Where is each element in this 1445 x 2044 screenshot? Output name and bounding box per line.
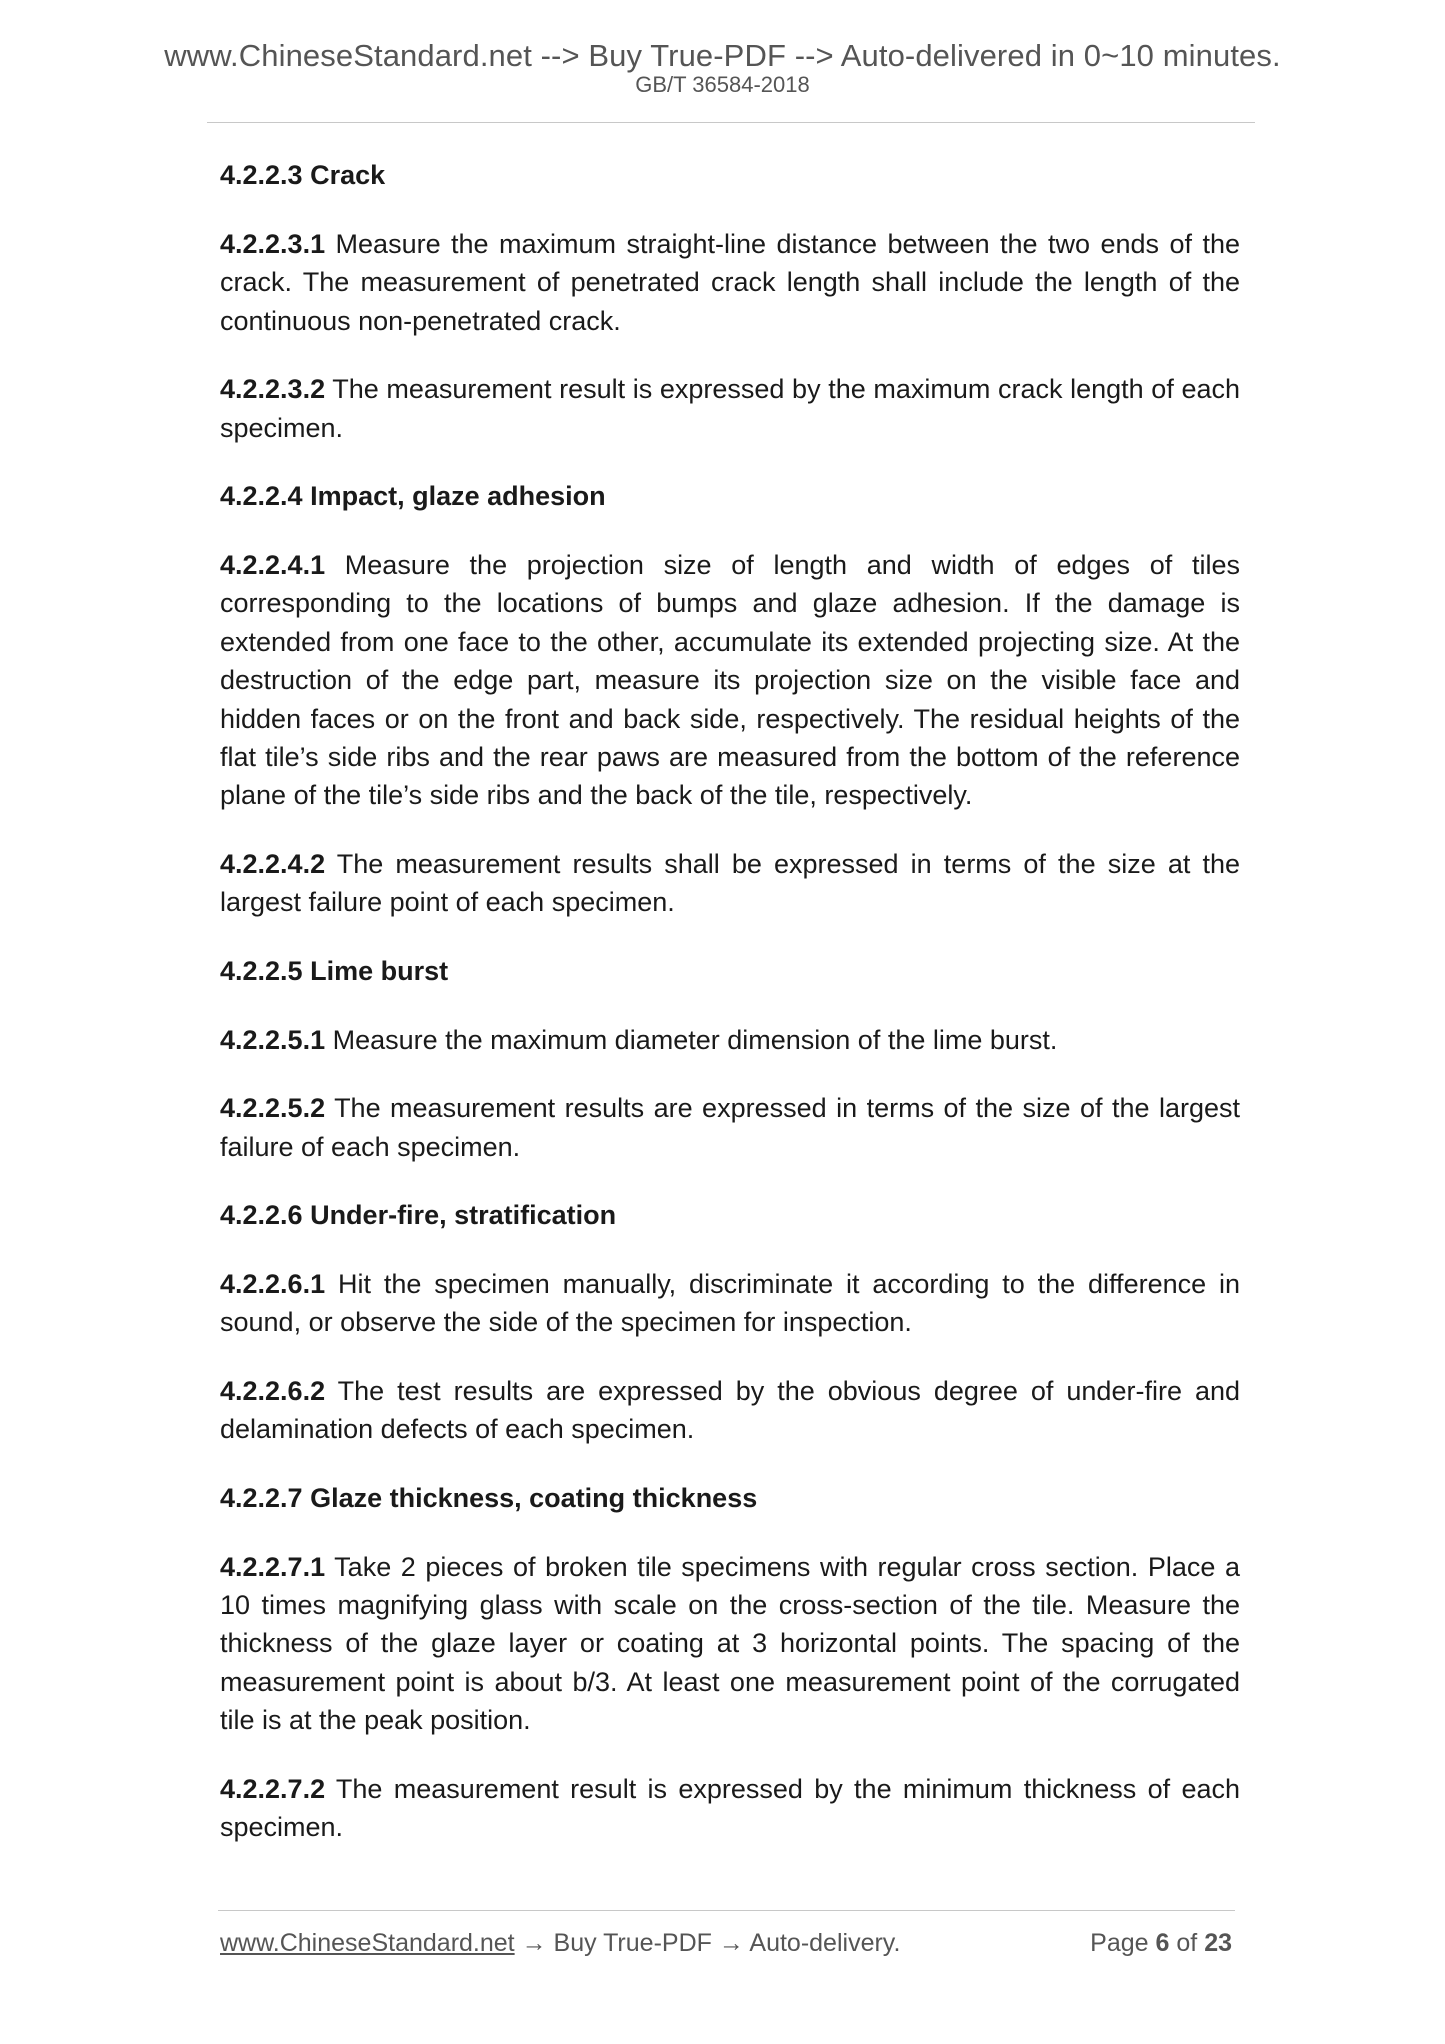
clause-text: The test results are expressed by the obvious degree of under-fire and delamination defects of each specimen. [220, 1375, 1240, 1445]
paragraph [220, 546, 1240, 815]
clause-text: The measurement results are expressed in terms of the size of the largest failure of each specimen. [220, 1093, 1240, 1162]
header-divider [207, 122, 1255, 123]
section-heading: 4.2.2.4 Impact, glaze adhesion [220, 481, 606, 512]
clause-text: The measurement result is expressed by the minimum thickness of each specimen. [220, 1773, 1240, 1842]
footer-divider [218, 1910, 1235, 1911]
clause-number: 4.2.2.3.1 [220, 229, 326, 259]
footer-site-link[interactable]: www.ChineseStandard.net [220, 1929, 515, 1957]
clause-text: Measure the projection size of length and width of edges of tiles corresponding to the locations of bumps and glaze adhesion. If the damage is extended from one face to the other, accumulate its extended projecting size. At the destruction of the edge part, measure its projection size on the visible face and hidden faces or on the front and back side, respectively. The residual heights of the flat tile’s side ribs and the rear paws are measured from the bottom of the reference plane of the tile’s side ribs and the back of the tile, respectively. [220, 550, 1240, 811]
section-heading: 4.2.2.6 Under-fire, stratification [220, 1199, 617, 1230]
paragraph [220, 1372, 1240, 1449]
clause-number: 4.2.2.3.2 [220, 374, 326, 405]
clause-number: 4.2.2.6.1 [220, 1268, 326, 1299]
page-number: 6 [1155, 1929, 1170, 1957]
clause-text: Take 2 pieces of broken tile specimens with regular cross section. Place a 10 times magnifying glass with scale on the cross-section of the tile. Measure the thickness of the glaze layer or coating at 3 horizontal points. The spacing of the measurement point is about b/3. At least one measurement point of the corrugated tile is at the peak position. [220, 1551, 1240, 1736]
paragraph [220, 1770, 1240, 1847]
clause-text: The measurement result is expressed by the maximum crack length of each specimen. [220, 374, 1240, 443]
standard-code: GB/T 36584-2018 [635, 72, 810, 97]
of-word: of [1176, 1929, 1198, 1957]
page-word: Page [1090, 1929, 1149, 1957]
paragraph [220, 225, 1240, 340]
clause-number: 4.2.2.6.2 [220, 1375, 326, 1406]
page-footer [220, 1927, 1232, 1959]
paragraph [220, 1548, 1240, 1740]
paragraph [220, 1021, 1240, 1059]
clause-number: 4.2.2.7.1 [220, 1551, 326, 1582]
paragraph [220, 1089, 1240, 1166]
footer-tagline: → Buy True-PDF → Auto-delivery. [514, 1929, 901, 1957]
paragraph [220, 845, 1240, 922]
section-heading: 4.2.2.7 Glaze thickness, coating thickness [220, 1482, 758, 1513]
clause-number: 4.2.2.7.2 [220, 1773, 326, 1804]
page-indicator [1090, 1927, 1232, 1959]
paragraph [220, 370, 1240, 447]
clause-number: 4.2.2.4.2 [220, 848, 326, 879]
clause-text: The measurement results shall be expressed in terms of the size at the largest failure point of each specimen. [220, 848, 1240, 918]
document-body [220, 156, 1240, 1876]
clause-number: 4.2.2.5.2 [220, 1093, 326, 1124]
section-heading: 4.2.2.5 Lime burst [220, 955, 449, 986]
paragraph [220, 1265, 1240, 1342]
top-banner: www.ChineseStandard.net --> Buy True-PDF --> Auto-delivered in 0~10 minutes. [164, 38, 1281, 73]
clause-number: 4.2.2.4.1 [220, 550, 326, 581]
total-pages: 23 [1204, 1929, 1232, 1957]
clause-text: Hit the specimen manually, discriminate it according to the difference in sound, or observe the side of the specimen for inspection. [220, 1268, 1240, 1338]
clause-number: 4.2.2.5.1 [220, 1024, 326, 1055]
clause-text: Measure the maximum straight-line distance between the two ends of the crack. The measurement of penetrated crack length shall include the length of the continuous non-penetrated crack. [220, 229, 1240, 336]
section-heading: 4.2.2.3 Crack [220, 160, 386, 190]
clause-text: Measure the maximum diameter dimension of the lime burst. [325, 1024, 1058, 1055]
